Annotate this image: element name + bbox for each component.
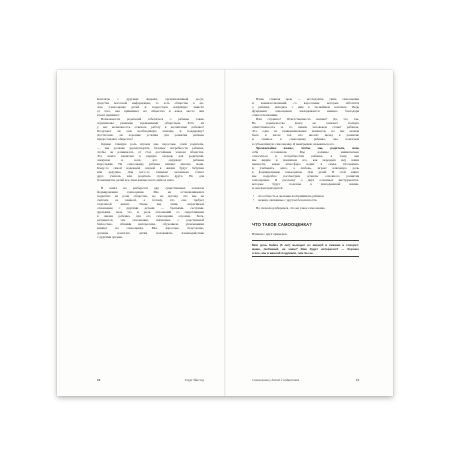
text-line: Это одна из принципиальных моментов, но мы можем — [252, 129, 359, 134]
text-line: считаем ее важной, а потому, что она требует — [97, 198, 204, 203]
text-line: мы видим и понимаем его, как передаем ему наши — [252, 157, 359, 162]
text-line: в формировании самооценки. Для детей. В этой книге — [252, 169, 359, 174]
text-line: Наша главная цель — исследовать связь самооценки — [256, 97, 359, 101]
text-line: отдельной книги. Также мы лишь затрагиваем — [97, 202, 204, 207]
text-line: или дедушка. Для кого-то главным человеком станет — [97, 169, 204, 174]
text-line: — мы должны удовлетворять базовые потребности ребенка, — [97, 145, 204, 150]
text-line: Начнем с двух примеров. — [252, 232, 288, 237]
text-line: относиться к потребностям ребенка, к тому, как — [252, 153, 359, 158]
text-line: Но сначала разберемся, что же такое самооценка. — [256, 206, 326, 211]
text-line: и главное в самооценку ребенка, мы помогаем — [252, 137, 359, 142]
section-heading: ЧТО ТАКОЕ САМООЦЕНКА? — [252, 222, 312, 228]
text-line: в субъективную самооценку. Я выигрываю называться его. — [252, 141, 335, 146]
text-line: себя осознавали. Мы должны внимательно — [252, 149, 359, 154]
text-line: мы подробно рассмотрим аспекты основного развития — [252, 173, 359, 178]
example-box — [252, 240, 359, 257]
example-line: Моя дочь Кайса (5 лет) выходит из ванной в пижаме и говорит: — [252, 242, 359, 247]
text-line: разумеется, эти отношения, связанные с родственной — [97, 218, 204, 223]
text-line: большинства детей все-таки важнее всего мама и папа. — [97, 177, 175, 182]
bullet-text: способность и желание воспринимать ребенка; — [258, 194, 325, 199]
example-line: и все, мы в ванной подумали, чем бы ее. — [252, 250, 314, 255]
text-line: и взаимоотношений со взрослыми, которые заботятся — [252, 101, 359, 106]
text-line: в нем занимают. — [97, 113, 120, 118]
text-line: у вас возможность отвечать работу в воспитание ребенка? — [97, 125, 204, 130]
text-line: друг, учитель или родитель лучшего друга. Но для — [97, 173, 204, 178]
book-spread — [57, 70, 393, 396]
text-line: средства массовой информации, то есть общество в це- — [97, 101, 204, 106]
example-line: мама, любимый, не знаю? Вам будет интересно? — Хорошо — [252, 246, 359, 251]
bullet-icon: • — [253, 198, 255, 203]
text-line: фундамент самооценки закладывается именно благодаря — [252, 109, 359, 114]
left-page-footer — [97, 378, 204, 382]
text-line: Однако главную роль играем мы, взрослые, сами родители, — [101, 141, 204, 146]
text-line: и учитывать одно, а любовь, играет ключевую роль — [252, 165, 359, 170]
running-head: Гарді Эйестад — [184, 378, 204, 382]
text-line: Получают ли они необходимую помощь и поддержку? — [97, 129, 204, 134]
right-page — [225, 70, 393, 396]
text-line: Достаточно ли хорошие условия для развития ребенка — [97, 133, 204, 138]
right-page-text — [252, 97, 359, 257]
text-line: самооценки. Я расскажу о двух основных инструментах, — [252, 177, 359, 182]
text-line: в жизни ребенка, для его самооценки огромна. Хотя, — [97, 214, 204, 219]
text-line: близостью, общими интересами, обучением, увлечениями — [97, 222, 204, 227]
text-line: быть в числе тех, кто вносит вклад в развитие — [252, 133, 359, 138]
text-line: Возможности родителей заботиться о ребенке также — [101, 117, 204, 122]
bullet-text: знания, связанные с другом безопасности. — [258, 198, 318, 203]
text-line: опекунов и всех, кто окружает ребенка — [97, 157, 204, 162]
text-line: Вам страшно? Ответственность велика? Да, это так. — [256, 117, 359, 122]
left-page-text — [97, 97, 204, 239]
text-line: контакты с другими людьми, организованный досуг, — [97, 97, 204, 101]
bullet-icon: • — [253, 194, 255, 199]
text-line: друзьями, ведь это и роль отношений со сверстниками — [97, 210, 204, 215]
text-line: с другими детьми. — [97, 234, 123, 239]
text-line: В книге не разберется ряд существенных аспектов — [101, 185, 204, 190]
text-line: и они вам пригодятся: — [252, 186, 284, 191]
text-line: ответственность за то, каким человеком станет ребенок. — [252, 125, 359, 130]
right-page-footer — [252, 378, 359, 382]
text-line: предоставляет общество? — [97, 137, 134, 142]
text-line: влияют на самооценку. Мы, взрослые, безусловно, — [97, 226, 204, 231]
text-line: этим отношениям. — [252, 113, 278, 118]
text-line: о ребенке, находясь с ним в теснейшем контакте. Ведь — [252, 105, 359, 110]
text-line: формирования самооценки. Мы не останавливаемся — [97, 190, 204, 195]
running-head: Самооценка у детей и подростков — [252, 378, 300, 382]
text-line: которые будут полезны в повседневной жизни, — [252, 181, 359, 186]
bullet-item — [252, 198, 359, 202]
page-number: 11 — [355, 378, 359, 382]
emphasis-line: Чрезвычайно важно, чтобы мы, родители, ясно — [256, 145, 359, 150]
text-line: взрослыми. На самооценку ребенка влияют многие люди. — [97, 161, 204, 166]
text-line: лом. Самооценка детей и подростков напрямую зависит — [97, 105, 204, 110]
text-line: чтобы он развивался, от стал достойным членом общества. — [97, 149, 204, 154]
page-number: 10 — [97, 378, 101, 382]
text-line: ценности, какая атмосфера царит в семье. Осознавать — [252, 161, 359, 166]
text-line: от того, как принимает их общество и какое место они — [97, 109, 204, 114]
text-line: отношения с другими детьми — братьями, сестрами, — [97, 206, 204, 211]
text-line: Кому-то самой надежной опорой в жизни будут бабушка — [97, 165, 204, 170]
text-line: подробно на роли общества, но не потому, что мы не — [97, 194, 204, 199]
text-line: Но родительство вовсе не означает полную — [252, 121, 359, 126]
text-line: ограничены рамками, задаваемыми обществом. Есть ли — [97, 121, 204, 126]
text-line: должны помогать детям налаживать взаимодействие — [97, 230, 204, 235]
text-line: Эта книга написана в первую очередь для родителей, — [97, 153, 204, 158]
left-page — [57, 70, 225, 396]
